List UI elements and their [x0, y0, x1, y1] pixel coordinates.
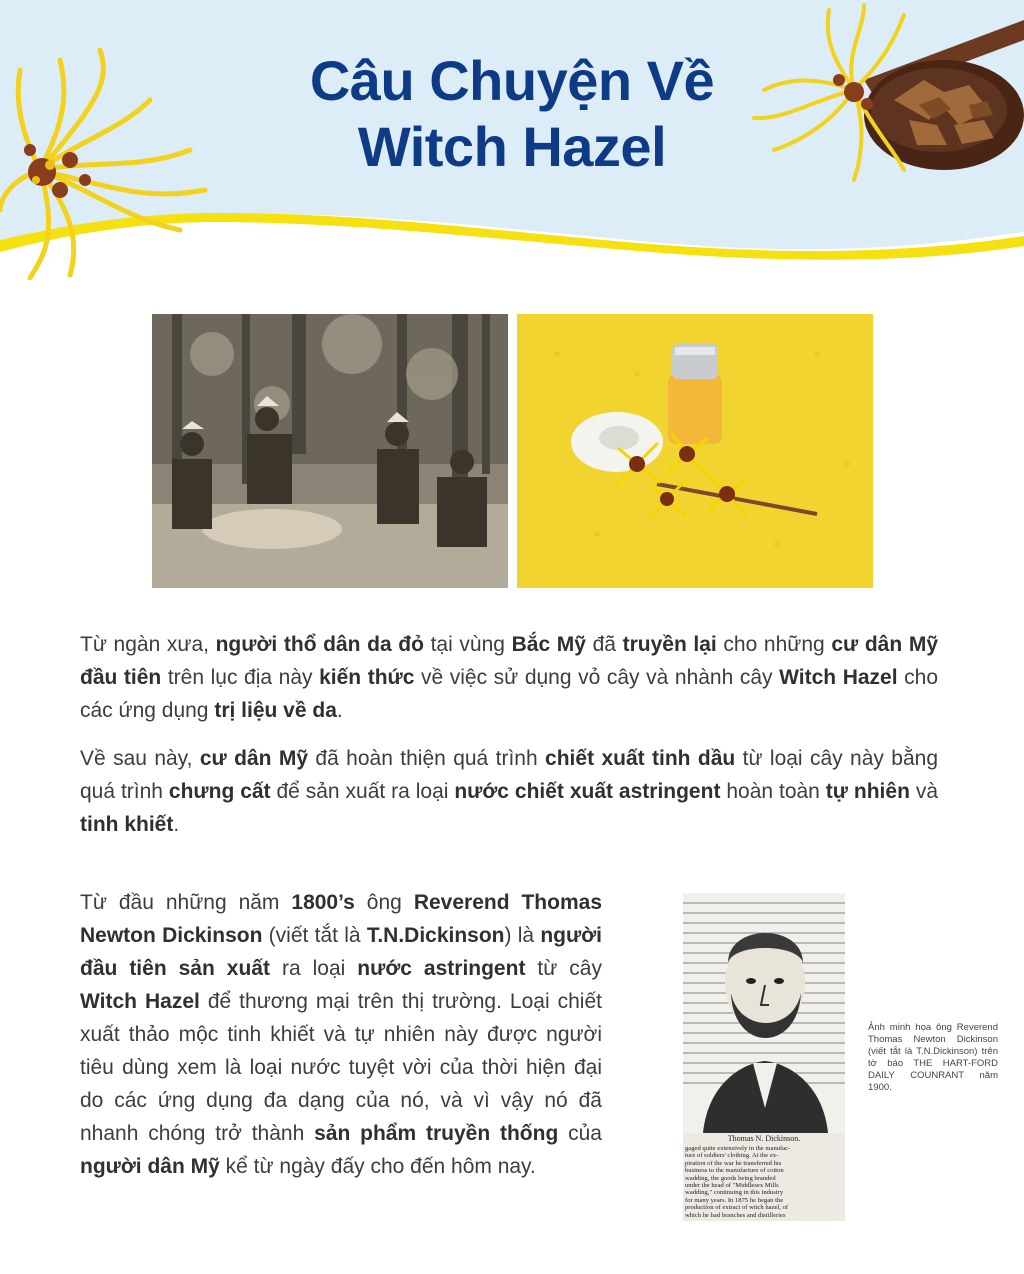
bold-phrase: cư dân Mỹ [199, 747, 309, 770]
bold-phrase: truyền lại [622, 633, 717, 656]
text-span: đã hoàn thiện quá trình [308, 747, 546, 770]
title-line-2: Witch Hazel [357, 115, 667, 178]
text-span: từ cây [525, 957, 602, 980]
clipping-line: production of extract of witch hazel, of [685, 1204, 789, 1212]
text-span: Từ đầu những năm [80, 891, 292, 914]
text-span: của [558, 1122, 602, 1145]
bold-phrase: tinh khiết [80, 813, 174, 836]
historic-photo [152, 314, 508, 588]
dickinson-paragraph [80, 886, 602, 1183]
text-span: cho những [716, 633, 832, 656]
bold-phrase: tự nhiên [825, 780, 910, 803]
text-span: (viết tắt là [262, 924, 367, 947]
text-span: từ loại cây này bằng quá trình [80, 747, 939, 803]
portrait-caption: Ảnh minh họa ông Reverend Thomas Newton Dickinson (viết tắt là T.N.Dickinson) trên tờ báo THE HART-FORD DAILY COUNRANT năm 1900. [868, 1022, 998, 1093]
text-span: . [336, 699, 343, 722]
bold-phrase: trị liệu về da [214, 699, 337, 722]
bold-phrase: Witch Hazel [80, 990, 200, 1013]
bold-phrase: chưng cất [168, 780, 271, 803]
bold-phrase: Reverend Thomas Newton Dickinson [80, 891, 602, 947]
sepia-photo-of-native-americans-icon [152, 314, 508, 588]
page-title [0, 48, 1024, 180]
text-span: đã [585, 633, 623, 656]
product-photo [517, 314, 873, 588]
bold-phrase: nước astringent [357, 957, 526, 980]
text-span: kể từ ngày đấy cho đến hôm nay. [219, 1155, 536, 1178]
text-span: cho các ứng dụng [80, 666, 939, 722]
bold-phrase: sản phẩm truyền thống [314, 1122, 559, 1145]
clipping-line: which he had branches and distilleries [685, 1211, 786, 1219]
clipping-line: for many years. In 1875 he began the [685, 1196, 784, 1204]
text-span: và [909, 780, 939, 803]
clipping-line: wadding," continuing in this industry [685, 1189, 784, 1197]
text-span: Từ ngàn xưa, [80, 633, 216, 656]
portrait-name-caption: Thomas N. Dickinson. [727, 1134, 801, 1143]
text-span: Về sau này, [80, 747, 200, 770]
clipping-line: business to the manufacture of cotton [685, 1167, 784, 1175]
text-span: ) là [504, 924, 541, 947]
text-span: để thương mại trên thị trường. Loại chiết xuất thảo mộc tinh khiết và tự nhiên này được người tiêu dùng xem là loại nước tuyệt vời của thời hiện đại do các ứng dụng đa dạng của nó, và vì vậy nó đã nhanh chóng trở thành [80, 990, 602, 1145]
essential-oil-bottle-with-witch-hazel-flowers-icon [517, 314, 873, 588]
newspaper-portrait [683, 893, 845, 1221]
bold-phrase: Bắc Mỹ [511, 633, 586, 656]
clipping-line: ture of soldiers' clothing. At the ex- [685, 1152, 779, 1160]
bold-phrase: cư dân Mỹ đầu tiên [80, 633, 939, 689]
clipping-line: under the head of "Middlesex Mills [685, 1182, 779, 1190]
bold-phrase: T.N.Dickinson [366, 924, 505, 947]
bold-phrase: người dân Mỹ [80, 1155, 220, 1178]
clipping-line: piration of the war he transferred his [685, 1159, 782, 1167]
bold-phrase: người thổ dân da đỏ [215, 633, 424, 656]
distillation-paragraph [80, 742, 938, 841]
engraved-portrait-thomas-dickinson-icon [683, 893, 845, 1133]
text-span: . [173, 813, 180, 836]
text-span: tại vùng [423, 633, 512, 656]
newspaper-text-block [683, 1133, 845, 1221]
bold-phrase: người đầu tiên sản xuất [80, 924, 602, 980]
text-span: để sản xuất ra loại [270, 780, 455, 803]
bold-phrase: nước chiết xuất astringent [454, 780, 721, 803]
text-span: hoàn toàn [720, 780, 826, 803]
clipping-text [683, 1145, 845, 1219]
text-span: trên lục địa này [161, 666, 320, 689]
title-line-1: Câu Chuyện Về [309, 49, 715, 112]
text-span: ra loại [269, 957, 358, 980]
intro-paragraph [80, 628, 938, 727]
text-span: về việc sử dụng vỏ cây và nhành cây [414, 666, 780, 689]
text-span: ông [354, 891, 414, 914]
bold-phrase: 1800’s [291, 891, 355, 914]
bold-phrase: kiến thức [319, 666, 415, 689]
bold-phrase: chiết xuất tinh dầu [545, 747, 736, 770]
clipping-line: wadding, the goods being branded [685, 1174, 776, 1182]
bold-phrase: Witch Hazel [779, 666, 898, 689]
clipping-line: gaged quite extensively in the manufac- [685, 1145, 791, 1152]
hero-banner [0, 0, 1024, 270]
